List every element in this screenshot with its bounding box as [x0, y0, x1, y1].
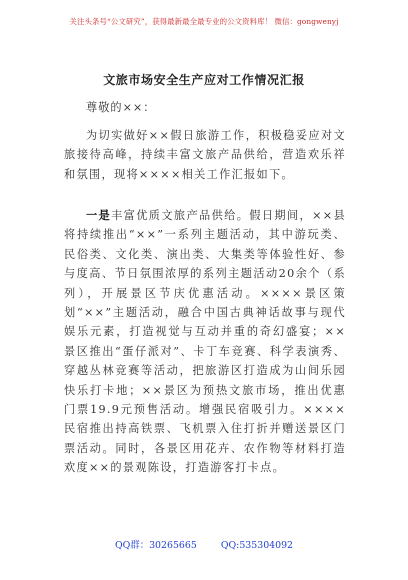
- document-title: 文旅市场安全生产应对工作情况汇报: [103, 73, 305, 87]
- intro-paragraph: 为切实做好××假日旅游工作，积极稳妥应对文旅接待高峰，持续丰富文旅产品供给，营造欢乐祥和氛围，现将××××相关工作汇报如下。: [64, 129, 346, 181]
- salutation: 尊敬的××：: [86, 101, 156, 114]
- footer-qq-group: QQ群：30265665: [114, 540, 197, 551]
- footer-qq: QQ:535304092: [220, 540, 294, 551]
- section-body: 丰富优质文旅产品供给。假日期间，××县将持续推出“××”一系列主题活动，其中游玩类、民俗类、文化类、演出类、大集类等体验性好、参与度高、节日氛围浓厚的系列主题活动20余个（系列），开展景区节庆优惠活动。××××景区策划“××”主题活动，融合中国古典神话故事与现代娱乐元素，打造视觉与互动并重的奇幻盛宴；××景区推出“蛋仔派对”、卡丁车竞赛、科学表演秀、穿越丛林竞赛等活动，把旅游区打造成为山间乐园快乐打卡地；××景区为预热文旅市场，推出优惠门票19.9元预售活动。增强民宿吸引力。××××民宿推出持高铁票、飞机票入住打折并赠送景区门票活动。同时，各景区用花卉、农作物等材料打造欢度××的景观陈设，打造游客打卡点。: [64, 209, 346, 475]
- footer-contact: [0, 537, 408, 551]
- header-banner: 关注头条号“公文研究”，获得最新最全最专业的公文资料库！ 微信：gongwenyj: [69, 17, 339, 26]
- section-lead: 一是: [86, 209, 112, 222]
- section-paragraph: [64, 206, 346, 478]
